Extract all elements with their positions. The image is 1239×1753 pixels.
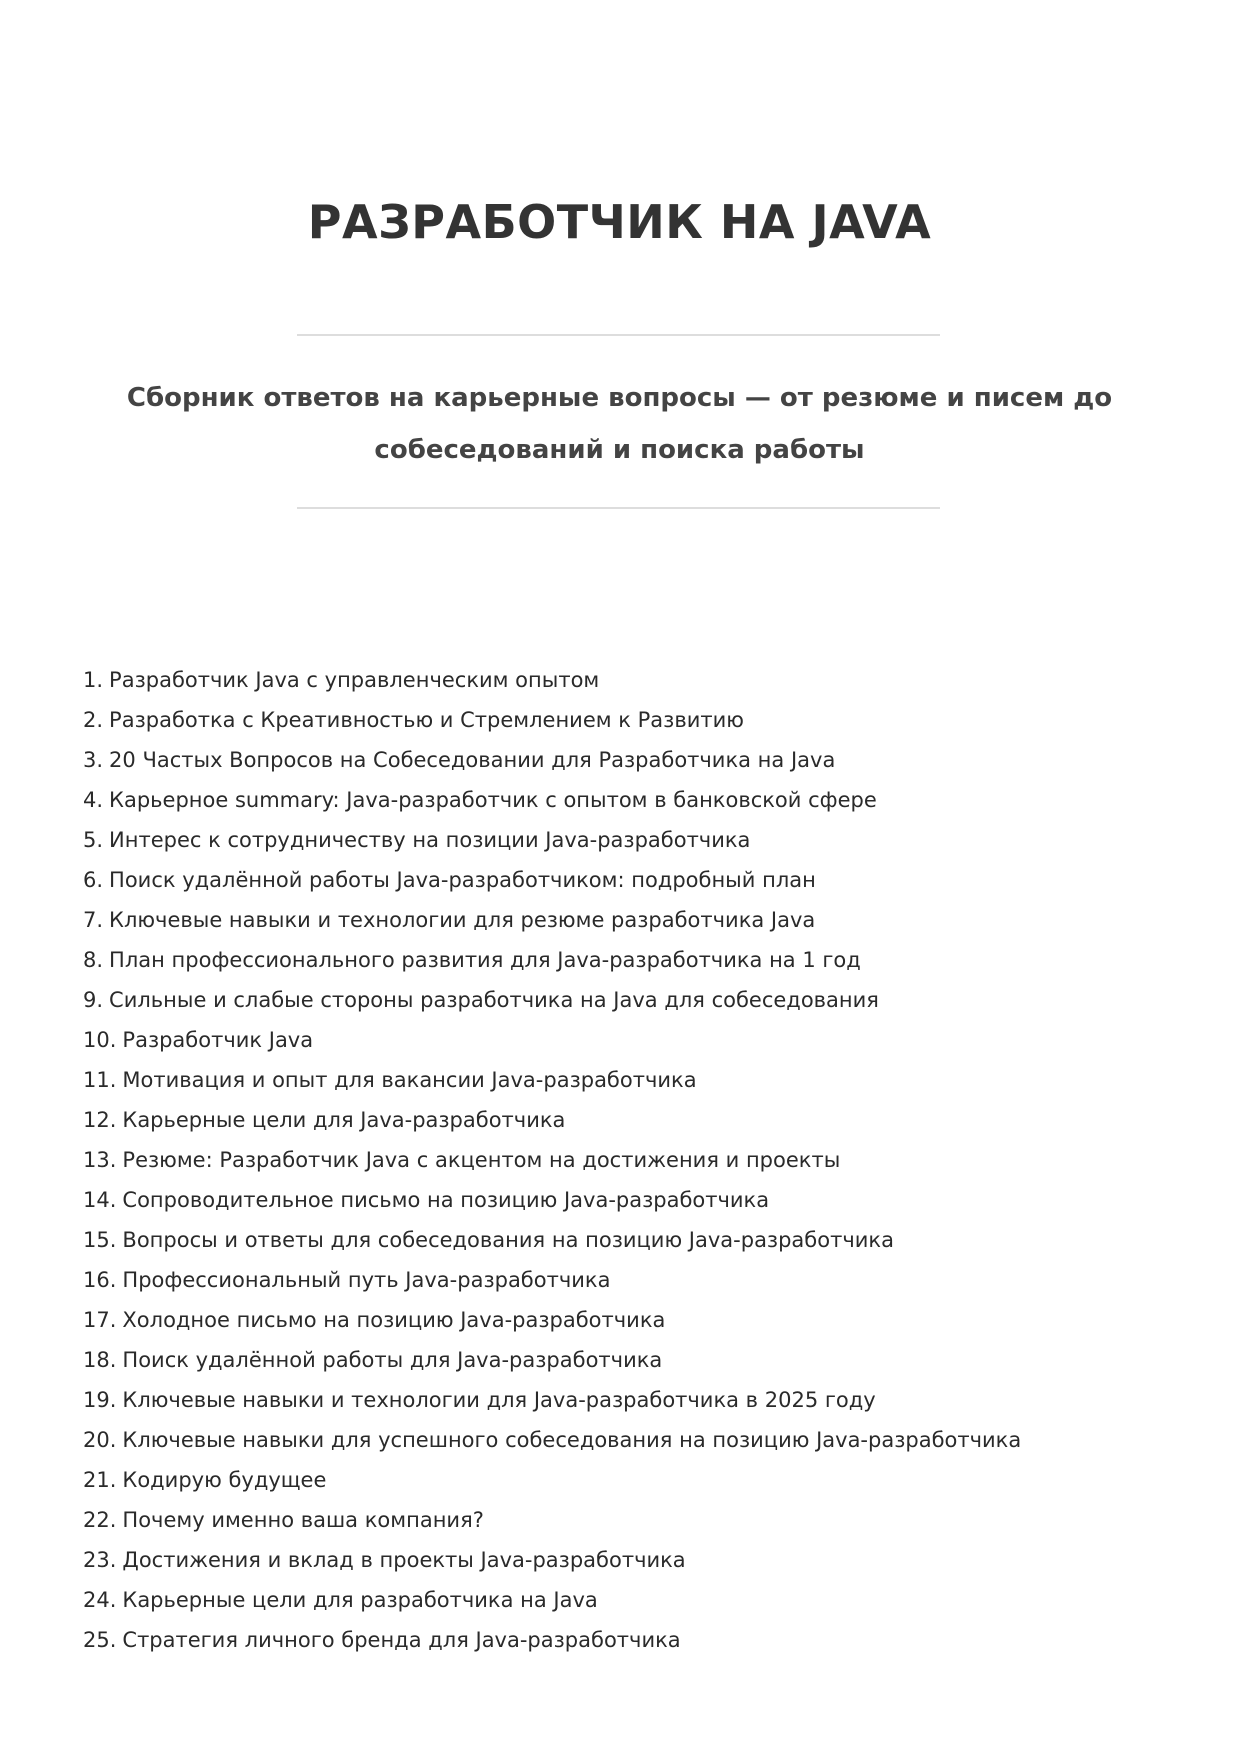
toc-item[interactable] — [83, 1580, 1183, 1620]
title-divider-top — [297, 334, 940, 336]
document-subtitle: Сборник ответов на карьерные вопросы — от резюме и писем до собеседований и поиска работы — [126, 383, 1113, 465]
toc-item[interactable] — [83, 1380, 1183, 1420]
toc-item-label: Поиск удалённой работы для Java-разработчика — [122, 1348, 663, 1372]
toc-item[interactable] — [83, 900, 1183, 940]
toc-item-number: 5. — [83, 828, 104, 852]
toc-item[interactable] — [83, 1220, 1183, 1260]
toc-item-label: Ключевые навыки и технологии для резюме разработчика Java — [109, 908, 816, 932]
table-of-contents — [83, 660, 1183, 1660]
toc-item-number: 17. — [83, 1308, 117, 1332]
toc-item-number: 7. — [83, 908, 104, 932]
toc-item-number: 4. — [83, 788, 104, 812]
toc-item[interactable] — [83, 1540, 1183, 1580]
toc-item-number: 20. — [83, 1428, 117, 1452]
toc-item-label: Разработчик Java с управленческим опытом — [109, 668, 600, 692]
toc-item-number: 10. — [83, 1028, 117, 1052]
toc-item[interactable] — [83, 700, 1183, 740]
toc-item[interactable] — [83, 940, 1183, 980]
toc-item-number: 16. — [83, 1268, 117, 1292]
toc-item-number: 8. — [83, 948, 104, 972]
toc-item[interactable] — [83, 980, 1183, 1020]
document-title: РАЗРАБОТЧИК НА JAVA — [307, 195, 932, 249]
toc-item-number: 1. — [83, 668, 104, 692]
toc-item-number: 9. — [83, 988, 104, 1012]
toc-item-number: 2. — [83, 708, 104, 732]
toc-item-label: Достижения и вклад в проекты Java-разработчика — [122, 1548, 686, 1572]
toc-item-number: 18. — [83, 1348, 117, 1372]
toc-item-label: Вопросы и ответы для собеседования на позицию Java-разработчика — [122, 1228, 894, 1252]
toc-item-label: Профессиональный путь Java-разработчика — [122, 1268, 611, 1292]
toc-item[interactable] — [83, 1100, 1183, 1140]
toc-item-label: Разработчик Java — [122, 1028, 314, 1052]
toc-item[interactable] — [83, 1020, 1183, 1060]
toc-item-label: Резюме: Разработчик Java с акцентом на достижения и проекты — [122, 1148, 841, 1172]
toc-item-number: 21. — [83, 1468, 117, 1492]
toc-item[interactable] — [83, 1460, 1183, 1500]
toc-item[interactable] — [83, 740, 1183, 780]
toc-item-number: 24. — [83, 1588, 117, 1612]
toc-item[interactable] — [83, 1620, 1183, 1660]
toc-item-label: Поиск удалённой работы Java-разработчиком: подробный план — [109, 868, 816, 892]
toc-item-number: 3. — [83, 748, 104, 772]
toc-item-number: 12. — [83, 1108, 117, 1132]
toc-item[interactable] — [83, 1140, 1183, 1180]
toc-item-label: Разработка с Креативностью и Стремлением к Развитию — [109, 708, 744, 732]
toc-item[interactable] — [83, 860, 1183, 900]
toc-item[interactable] — [83, 820, 1183, 860]
toc-item[interactable] — [83, 1420, 1183, 1460]
toc-item-number: 23. — [83, 1548, 117, 1572]
toc-item-label: Мотивация и опыт для вакансии Java-разработчика — [122, 1068, 697, 1092]
toc-item[interactable] — [83, 660, 1183, 700]
toc-item-number: 11. — [83, 1068, 117, 1092]
toc-item-label: Карьерные цели для Java-разработчика — [122, 1108, 566, 1132]
toc-item[interactable] — [83, 1060, 1183, 1100]
title-divider-bottom — [297, 507, 940, 509]
toc-item-label: Интерес к сотрудничеству на позиции Java-разработчика — [109, 828, 751, 852]
toc-item[interactable] — [83, 1260, 1183, 1300]
toc-item-label: Ключевые навыки для успешного собеседования на позицию Java-разработчика — [122, 1428, 1022, 1452]
toc-item-label: План профессионального развития для Java-разработчика на 1 год — [109, 948, 861, 972]
toc-item-label: Кодирую будущее — [122, 1468, 327, 1492]
toc-item-number: 22. — [83, 1508, 117, 1532]
toc-item-number: 14. — [83, 1188, 117, 1212]
toc-item-label: Сопроводительное письмо на позицию Java-разработчика — [122, 1188, 770, 1212]
toc-item-label: 20 Частых Вопросов на Собеседовании для Разработчика на Java — [109, 748, 836, 772]
toc-item-number: 25. — [83, 1628, 117, 1652]
toc-item-number: 6. — [83, 868, 104, 892]
toc-item[interactable] — [83, 1180, 1183, 1220]
toc-item-label: Ключевые навыки и технологии для Java-разработчика в 2025 году — [122, 1388, 876, 1412]
toc-item-label: Стратегия личного бренда для Java-разработчика — [122, 1628, 681, 1652]
toc-item-label: Холодное письмо на позицию Java-разработчика — [122, 1308, 666, 1332]
toc-item[interactable] — [83, 1500, 1183, 1540]
toc-item-number: 13. — [83, 1148, 117, 1172]
toc-item-number: 19. — [83, 1388, 117, 1412]
toc-item-label: Сильные и слабые стороны разработчика на Java для собеседования — [109, 988, 879, 1012]
toc-item-number: 15. — [83, 1228, 117, 1252]
toc-item-label: Карьерное summary: Java-разработчик с опытом в банковской сфере — [109, 788, 877, 812]
toc-item[interactable] — [83, 780, 1183, 820]
toc-item-label: Карьерные цели для разработчика на Java — [122, 1588, 598, 1612]
toc-item[interactable] — [83, 1300, 1183, 1340]
toc-item[interactable] — [83, 1340, 1183, 1380]
toc-item-label: Почему именно ваша компания? — [122, 1508, 484, 1532]
